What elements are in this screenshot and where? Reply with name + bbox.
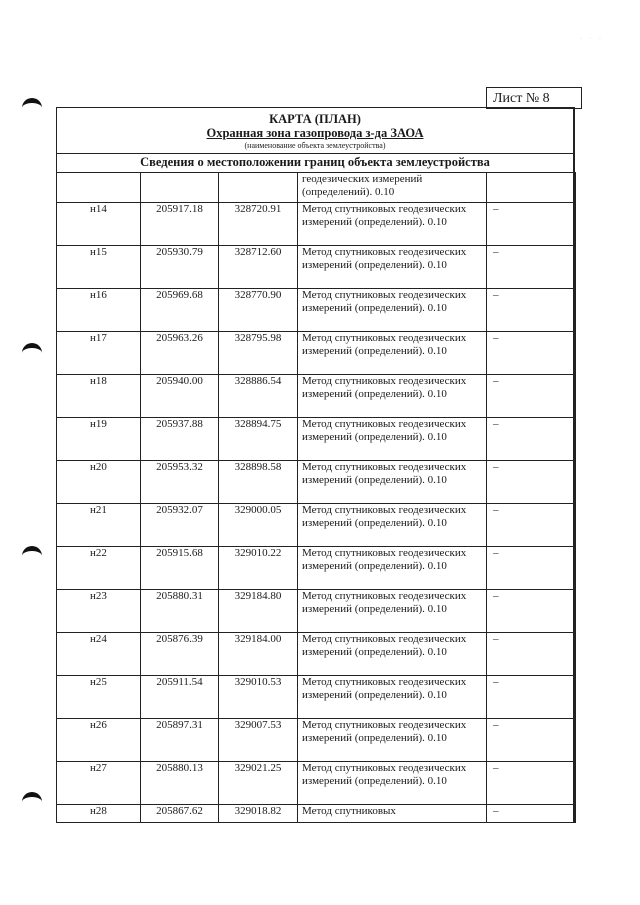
point-cell: н20	[57, 461, 141, 504]
method-cell: Метод спутниковых геодезических измерений (определений). 0.10	[298, 633, 487, 676]
document-frame	[56, 107, 575, 823]
note-cell: –	[487, 246, 576, 289]
method-cell: Метод спутниковых геодезических измерений (определений). 0.10	[298, 246, 487, 289]
x-cell: 205932.07	[141, 504, 219, 547]
point-cell: н24	[57, 633, 141, 676]
note-cell: –	[487, 676, 576, 719]
point-cell: н26	[57, 719, 141, 762]
punch-hole-mark	[22, 546, 42, 565]
x-cell: 205880.13	[141, 762, 219, 805]
method-cell: Метод спутниковых геодезических измерений (определений). 0.10	[298, 332, 487, 375]
table-row	[57, 547, 576, 590]
method-cell: Метод спутниковых геодезических измерений (определений). 0.10	[298, 590, 487, 633]
note-cell: –	[487, 461, 576, 504]
y-cell: 329018.82	[219, 805, 298, 823]
table-row	[57, 375, 576, 418]
object-name: Охранная зона газопровода з-да ЗАОА	[206, 126, 424, 140]
sheet-number-box	[486, 87, 582, 109]
y-cell: 328898.58	[219, 461, 298, 504]
method-cell: Метод спутниковых	[298, 805, 487, 823]
point-cell: н15	[57, 246, 141, 289]
x-cell	[141, 173, 219, 203]
note-cell: –	[487, 719, 576, 762]
y-cell: 328894.75	[219, 418, 298, 461]
y-cell: 328795.98	[219, 332, 298, 375]
method-cell: Метод спутниковых геодезических измерений (определений). 0.10	[298, 719, 487, 762]
table-row	[57, 332, 576, 375]
y-cell: 329000.05	[219, 504, 298, 547]
punch-hole-mark	[22, 98, 42, 117]
x-cell: 205915.68	[141, 547, 219, 590]
point-cell	[57, 173, 141, 203]
x-cell: 205867.62	[141, 805, 219, 823]
table-row	[57, 246, 576, 289]
point-cell: н23	[57, 590, 141, 633]
y-cell	[219, 173, 298, 203]
title-block	[57, 108, 573, 151]
document-title: КАРТА (ПЛАН)	[269, 112, 361, 126]
method-cell: Метод спутниковых геодезических измерений (определений). 0.10	[298, 504, 487, 547]
y-cell: 329021.25	[219, 762, 298, 805]
point-cell: н28	[57, 805, 141, 823]
punch-hole-mark	[22, 792, 42, 811]
table-row	[57, 203, 576, 246]
y-cell: 329010.22	[219, 547, 298, 590]
x-cell: 205897.31	[141, 719, 219, 762]
note-cell: –	[487, 289, 576, 332]
point-cell: н18	[57, 375, 141, 418]
note-cell: –	[487, 633, 576, 676]
section-title: Сведения о местоположении границ объекта землеустройства	[140, 155, 490, 169]
x-cell: 205917.18	[141, 203, 219, 246]
x-cell: 205953.32	[141, 461, 219, 504]
method-cell: Метод спутниковых геодезических измерений (определений). 0.10	[298, 762, 487, 805]
method-cell: Метод спутниковых геодезических измерений (определений). 0.10	[298, 203, 487, 246]
y-cell: 328886.54	[219, 375, 298, 418]
note-cell: –	[487, 762, 576, 805]
punch-hole-mark	[22, 343, 42, 362]
method-cell: Метод спутниковых геодезических измерений (определений). 0.10	[298, 461, 487, 504]
point-cell: н14	[57, 203, 141, 246]
table-row	[57, 461, 576, 504]
x-cell: 205930.79	[141, 246, 219, 289]
coordinates-table	[56, 172, 576, 823]
table-row	[57, 676, 576, 719]
note-cell: –	[487, 547, 576, 590]
table-row	[57, 418, 576, 461]
y-cell: 328770.90	[219, 289, 298, 332]
table-row	[57, 762, 576, 805]
note-cell: –	[487, 805, 576, 823]
x-cell: 205940.00	[141, 375, 219, 418]
table-row	[57, 633, 576, 676]
x-cell: 205911.54	[141, 676, 219, 719]
method-cell: Метод спутниковых геодезических измерений (определений). 0.10	[298, 418, 487, 461]
table-row	[57, 590, 576, 633]
y-cell: 329184.00	[219, 633, 298, 676]
point-cell: н25	[57, 676, 141, 719]
x-cell: 205876.39	[141, 633, 219, 676]
note-cell: –	[487, 418, 576, 461]
method-cell: геодезических измерений (определений). 0.10	[298, 173, 487, 203]
point-cell: н16	[57, 289, 141, 332]
point-cell: н17	[57, 332, 141, 375]
table-row	[57, 504, 576, 547]
note-cell: –	[487, 203, 576, 246]
note-cell: –	[487, 590, 576, 633]
table-row	[57, 719, 576, 762]
point-cell: н22	[57, 547, 141, 590]
note-cell: –	[487, 375, 576, 418]
point-cell: н19	[57, 418, 141, 461]
object-name-caption: (наименование объекта землеустройства)	[244, 141, 386, 150]
y-cell: 328712.60	[219, 246, 298, 289]
note-cell: –	[487, 504, 576, 547]
method-cell: Метод спутниковых геодезических измерений (определений). 0.10	[298, 375, 487, 418]
y-cell: 329010.53	[219, 676, 298, 719]
table-row	[57, 173, 576, 203]
x-cell: 205963.26	[141, 332, 219, 375]
point-cell: н21	[57, 504, 141, 547]
table-row	[57, 805, 576, 823]
y-cell: 329184.80	[219, 590, 298, 633]
note-cell	[487, 173, 576, 203]
x-cell: 205880.31	[141, 590, 219, 633]
method-cell: Метод спутниковых геодезических измерений (определений). 0.10	[298, 676, 487, 719]
method-cell: Метод спутниковых геодезических измерений (определений). 0.10	[298, 547, 487, 590]
table-row	[57, 289, 576, 332]
y-cell: 328720.91	[219, 203, 298, 246]
sheet-number-label: Лист № 8	[493, 91, 550, 106]
method-cell: Метод спутниковых геодезических измерений (определений). 0.10	[298, 289, 487, 332]
note-cell: –	[487, 332, 576, 375]
y-cell: 329007.53	[219, 719, 298, 762]
x-cell: 205937.88	[141, 418, 219, 461]
point-cell: н27	[57, 762, 141, 805]
scan-specks: · · ·	[580, 36, 604, 42]
x-cell: 205969.68	[141, 289, 219, 332]
